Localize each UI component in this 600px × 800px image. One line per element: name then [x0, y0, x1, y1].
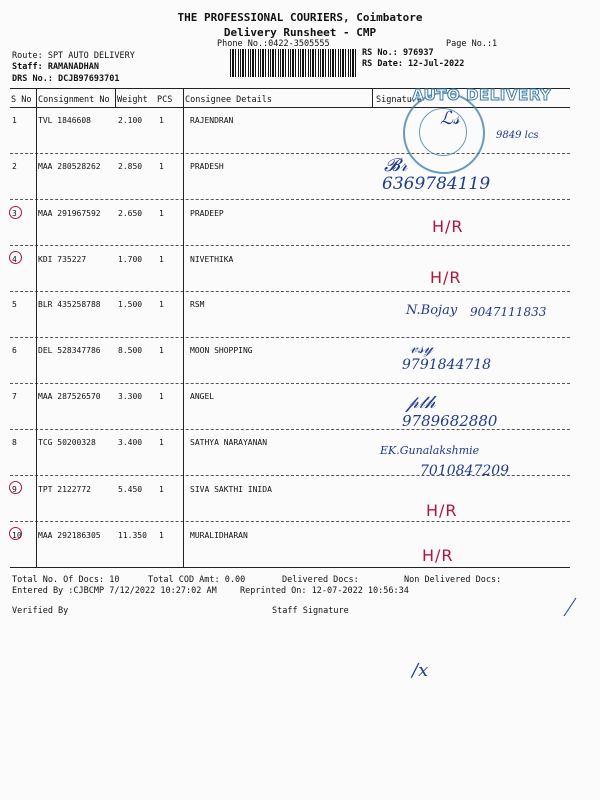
delivered-docs: Delivered Docs:: [282, 575, 359, 585]
total-cod: Total COD Amt: 0.00: [148, 575, 246, 585]
row-separator: [10, 291, 570, 292]
entered-by: Entered By :CJBCMP 7/12/2022 10:27:02 AM: [12, 586, 217, 596]
handwriting-row7: 9789682880: [402, 412, 498, 430]
row-consignment: MAA 287526570: [38, 392, 101, 401]
col-divider: [36, 88, 37, 107]
col-header-sno: S No: [11, 95, 32, 105]
page-number: Page No.:1: [446, 39, 498, 49]
row-weight: 2.850: [118, 162, 143, 171]
row-separator: [10, 521, 570, 522]
handwriting-row1: 9849 lcs: [496, 130, 539, 141]
handwriting-row8-phone: 7010847209: [420, 463, 510, 479]
row-consignment: MAA 292186305: [38, 531, 101, 540]
row-weight: 1.700: [118, 255, 143, 264]
col-divider: [36, 107, 37, 567]
staff: Staff: RAMANADHAN: [12, 62, 99, 72]
runsheet-subtitle: Delivery Runsheet - CMP: [223, 26, 377, 39]
row-weight: 2.100: [118, 116, 143, 125]
row-sno: 1: [12, 116, 17, 125]
row-consignment: TVL 1846608: [38, 116, 91, 125]
row-pcs: 1: [159, 300, 164, 309]
handwriting-row9: H/R: [426, 501, 458, 520]
row-sno: 9: [12, 485, 17, 494]
col-header-weight: Weight: [117, 95, 148, 105]
handwriting-row3: H/R: [432, 217, 464, 236]
row-consignee: SATHYA NARAYANAN: [190, 438, 268, 447]
col-divider: [372, 88, 373, 107]
row-pcs: 1: [159, 438, 164, 447]
handwriting-row5-name: N.Bojay: [406, 303, 458, 318]
row-separator: [10, 245, 570, 246]
row-pcs: 1: [159, 346, 164, 355]
row-sno: 8: [12, 438, 17, 447]
row-consignee: RSM: [190, 300, 205, 309]
handwriting-row5-phone: 9047111833: [470, 305, 547, 319]
row-pcs: 1: [159, 485, 164, 494]
row-weight: 8.500: [118, 346, 143, 355]
col-header-pcs: PCS: [157, 95, 173, 105]
row-separator: [10, 337, 570, 338]
row-pcs: 1: [159, 255, 164, 264]
drs-number: DRS No.: DCJB97693701: [12, 74, 120, 84]
signature-row7: 𝓅𝓉𝒽: [406, 392, 436, 413]
table-bottom-border: [10, 567, 570, 568]
row-consignee: MURALIDHARAN: [190, 531, 248, 540]
verified-by: Verified By: [12, 606, 69, 616]
row-weight: 3.400: [118, 438, 143, 447]
row-pcs: 1: [159, 116, 164, 125]
col-header-signature: Signature: [376, 95, 423, 105]
handwriting-bottom: /x: [412, 660, 429, 681]
row-weight: 2.650: [118, 209, 143, 218]
row-sno: 4: [12, 255, 17, 264]
col-divider: [183, 107, 184, 567]
row-weight: 1.500: [118, 300, 143, 309]
col-divider: [183, 88, 184, 107]
row-sno: 3: [12, 209, 17, 218]
row-sno: 10: [12, 531, 22, 540]
row-sno: 5: [12, 300, 17, 309]
row-consignee: NIVETHIKA: [190, 255, 234, 264]
reprinted-on: Reprinted On: 12-07-2022 10:56:34: [240, 586, 409, 596]
pen-stroke: [560, 596, 580, 620]
row-consignment: KDI 735227: [38, 255, 87, 264]
row-consignment: MAA 291967592: [38, 209, 101, 218]
company-title: THE PROFESSIONAL COURIERS, Coimbatore: [177, 11, 423, 24]
row-consignee: MOON SHOPPING: [190, 346, 253, 355]
row-sno: 6: [12, 346, 17, 355]
total-docs: Total No. Of Docs: 10: [12, 575, 120, 585]
row-sno: 2: [12, 162, 17, 171]
row-weight: 3.300: [118, 392, 143, 401]
row-consignment: DEL 528347786: [38, 346, 101, 355]
row-separator: [10, 153, 570, 154]
row-consignment: TPT 2122772: [38, 485, 91, 494]
handwriting-row2: 6369784119: [382, 174, 491, 194]
row-consignee: RAJENDRAN: [190, 116, 234, 125]
row-sno: 7: [12, 392, 17, 401]
row-separator: [10, 199, 570, 200]
handwriting-row4: H/R: [430, 268, 462, 287]
row-weight: 11.350: [118, 531, 147, 540]
route: Route: SPT AUTO DELIVERY: [12, 51, 135, 61]
row-pcs: 1: [159, 209, 164, 218]
row-consignment: TCG 50200328: [38, 438, 96, 447]
row-weight: 5.450: [118, 485, 143, 494]
col-header-consignee: Consignee Details: [185, 95, 272, 105]
row-consignment: MAA 280528262: [38, 162, 101, 171]
handwriting-row8-name: EK.Gunalakshmie: [380, 444, 480, 457]
row-pcs: 1: [159, 531, 164, 540]
row-consignment: BLR 435258788: [38, 300, 101, 309]
col-header-consignment: Consignment No: [38, 95, 110, 105]
barcode: [230, 49, 356, 77]
signature-row2: 𝓑𝓇: [384, 155, 408, 176]
staff-signature: Staff Signature: [272, 606, 349, 616]
phone-number: Phone No.:0422-3505555: [217, 39, 330, 49]
row-pcs: 1: [159, 392, 164, 401]
handwriting-row10: H/R: [422, 546, 454, 565]
row-consignee: ANGEL: [190, 392, 215, 401]
signature-row6: 𝓋𝓈𝓎: [410, 338, 434, 357]
rs-date: RS Date: 12-Jul-2022: [362, 59, 465, 69]
col-divider: [115, 88, 116, 107]
row-consignee: PRADEEP: [190, 209, 224, 218]
company-stamp: [403, 92, 485, 174]
row-consignee: SIVA SAKTHI INIDA: [190, 485, 272, 494]
row-separator: [10, 383, 570, 384]
non-delivered-docs: Non Delivered Docs:: [404, 575, 502, 585]
rs-number: RS No.: 976937: [362, 48, 434, 58]
row-consignee: PRADESH: [190, 162, 224, 171]
handwriting-row6: 9791844718: [402, 357, 492, 373]
table-header-border: [10, 107, 570, 108]
row-pcs: 1: [159, 162, 164, 171]
signature-row1: ℒ𝓈: [440, 108, 460, 129]
auto-delivery-stamp: AUTO DELIVERY: [412, 86, 552, 104]
